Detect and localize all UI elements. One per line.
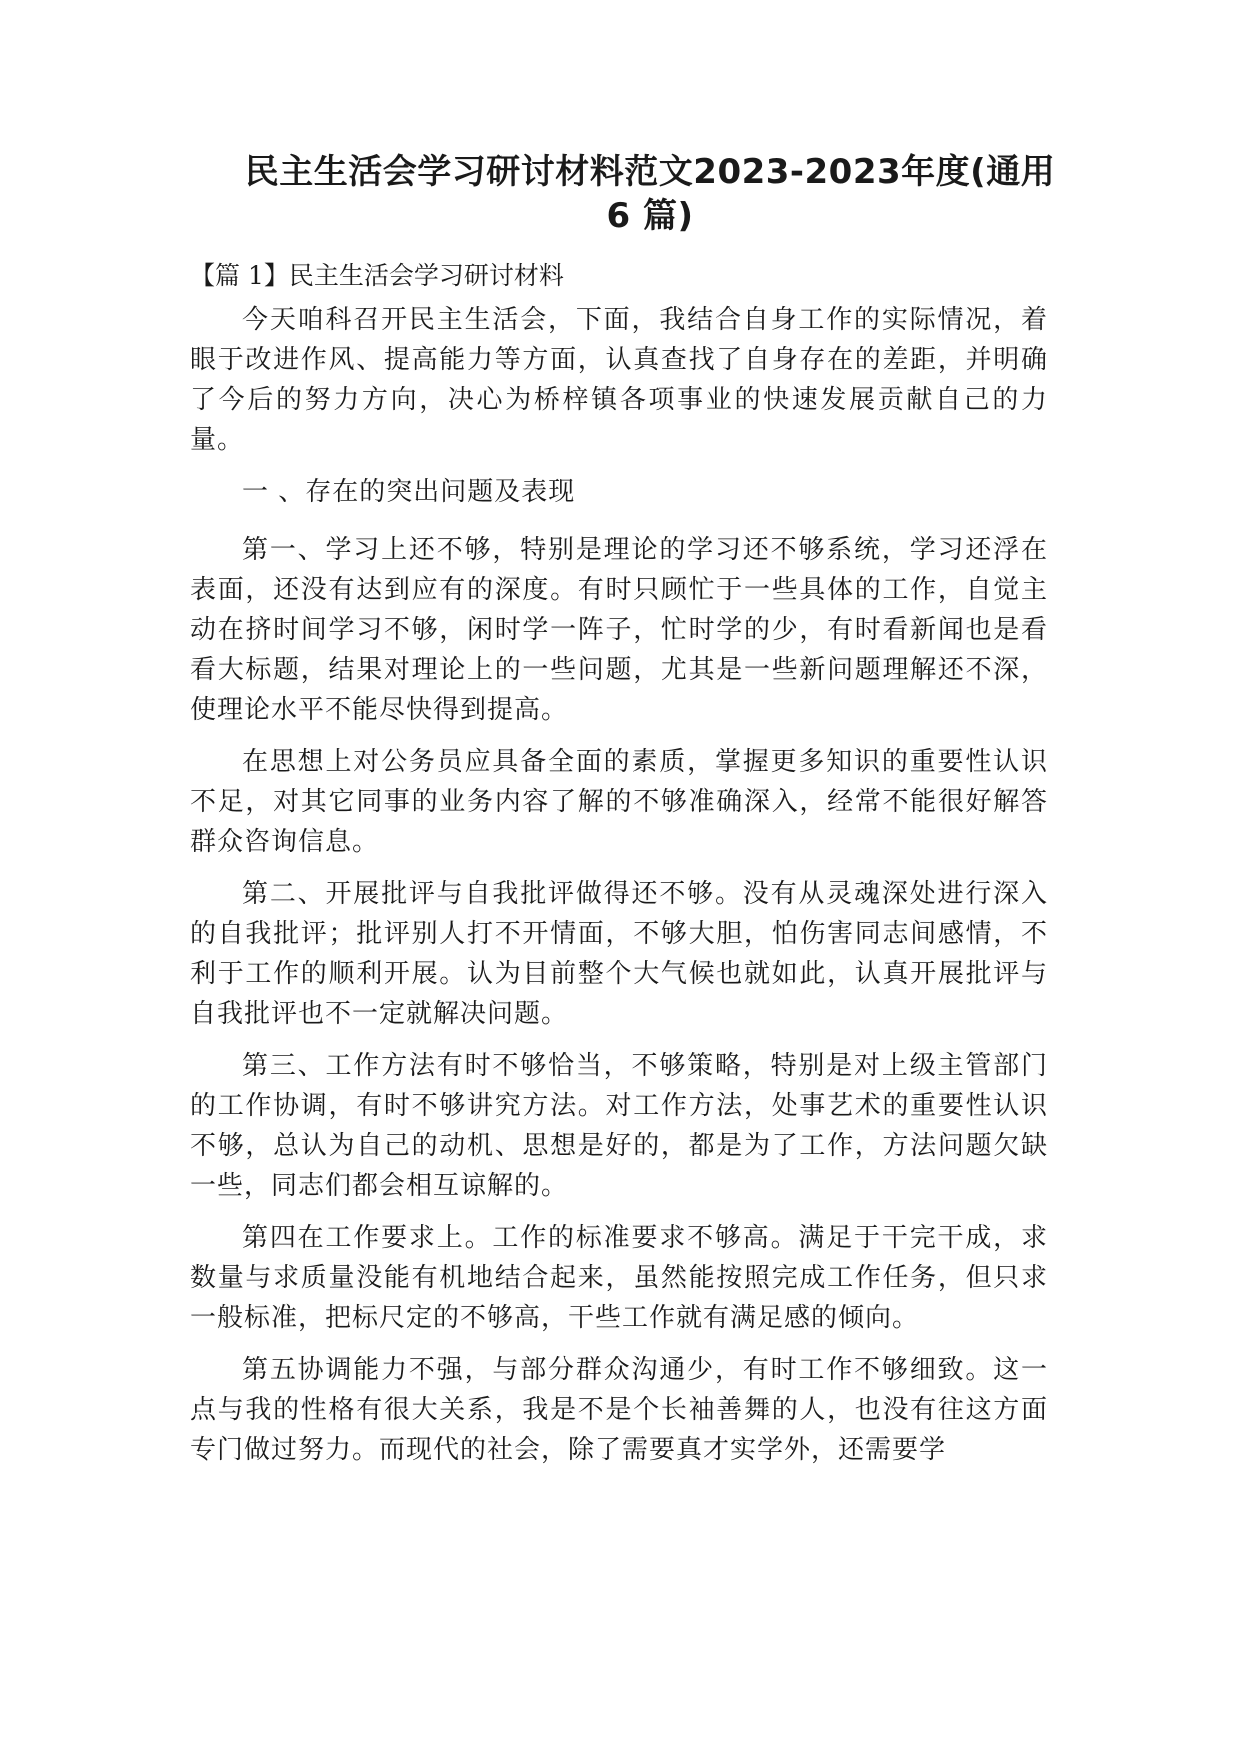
title-line-1: 民主生活会学习研讨材料范文2023-2023年度(通用 xyxy=(244,152,1056,192)
paragraph: 第一、学习上还不够，特别是理论的学习还不够系统，学习还浮在表面，还没有达到应有的深度。有时只顾忙于一些具体的工作，自觉主动在挤时间学习不够，闲时学一阵子，忙时学的少，有时看新闻也是看看大标题，结果对理论上的一些问题，尤其是一些新问题理解还不深，使理论水平不能尽快得到提高。 xyxy=(190,535,1048,725)
document-title xyxy=(230,150,1070,238)
paragraph: 第三、工作方法有时不够恰当，不够策略，特别是对上级主管部门的工作协调，有时不够讲究方法。对工作方法，处事艺术的重要性认识不够，总认为自己的动机、思想是好的，都是为了工作，方法问题欠缺一些，同志们都会相互谅解的。 xyxy=(190,1051,1048,1201)
paragraph: 在思想上对公务员应具备全面的素质，掌握更多知识的重要性认识不足，对其它同事的业务内容了解的不够准确深入，经常不能很好解答群众咨询信息。 xyxy=(190,747,1048,857)
paragraph: 第二、开展批评与自我批评做得还不够。没有从灵魂深处进行深入的自我批评；批评别人打不开情面，不够大胆，怕伤害同志间感情，不利于工作的顺利开展。认为目前整个大气候也就如此，认真开展批评与自我批评也不一定就解决问题。 xyxy=(190,879,1048,1029)
paragraph: 第五协调能力不强，与部分群众沟通少，有时工作不够细致。这一点与我的性格有很大关系，我是不是个长袖善舞的人，也没有往这方面专门做过努力。而现代的社会，除了需要真才实学外，还需要学 xyxy=(190,1355,1048,1465)
paragraph: 第四在工作要求上。工作的标准要求不够高。满足于干完干成，求数量与求质量没能有机地结合起来，虽然能按照完成工作任务，但只求一般标准，把标尺定的不够高，干些工作就有满足感的倾向。 xyxy=(190,1223,1048,1333)
subheading: 一 、存在的突出问题及表现 xyxy=(242,477,576,507)
section-heading: 【篇 1】民主生活会学习研讨材料 xyxy=(190,261,564,290)
paragraph: 今天咱科召开民主生活会，下面，我结合自身工作的实际情况，着眼于改进作风、提高能力等方面，认真查找了自身存在的差距，并明确了今后的努力方向，决心为桥梓镇各项事业的快速发展贡献自己的力量。 xyxy=(190,305,1048,455)
document-body xyxy=(190,300,1048,1482)
title-line-2: 6 篇) xyxy=(606,196,694,236)
